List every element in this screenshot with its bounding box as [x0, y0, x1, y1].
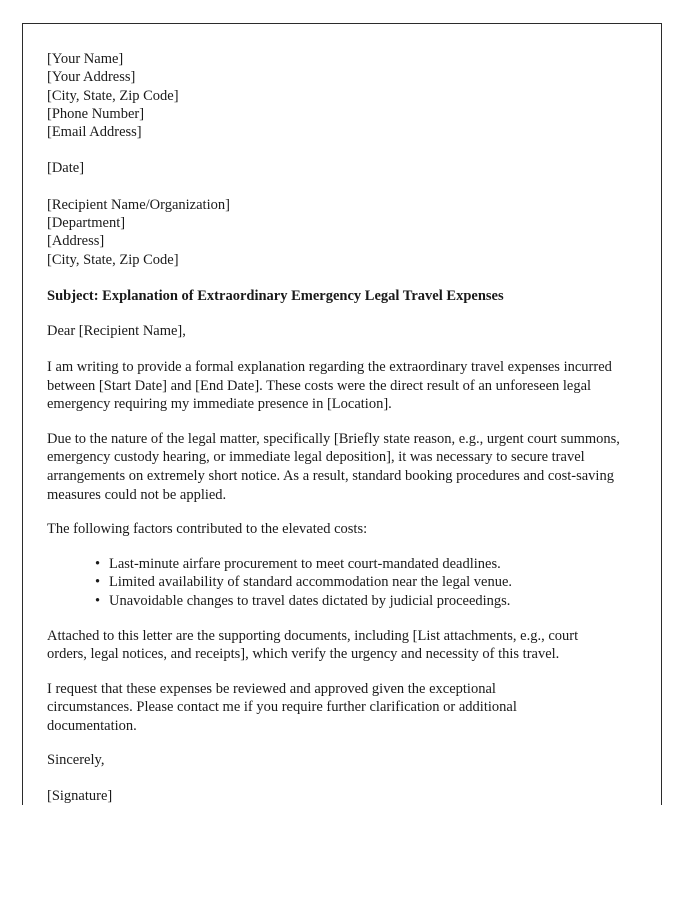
recipient-address-block	[47, 196, 627, 269]
recipient-name: [Recipient Name/Organization]	[47, 196, 230, 213]
recipient-city-state-zip: [City, State, Zip Code]	[47, 251, 179, 268]
letter-date: [Date]	[47, 160, 85, 177]
sender-email: [Email Address]	[47, 124, 142, 141]
salutation: Dear [Recipient Name],	[47, 323, 186, 340]
list-item: • Limited availability of standard accommodation near the legal venue.	[95, 573, 627, 592]
closing-line: Sincerely,	[47, 752, 105, 769]
body-paragraph-3: The following factors contributed to the elevated costs:	[47, 521, 368, 538]
sender-phone: [Phone Number]	[47, 105, 145, 122]
sender-street: [Your Address]	[47, 69, 136, 86]
subject-line: Subject: Explanation of Extraordinary Emergency Legal Travel Expenses	[47, 287, 504, 304]
recipient-street: [Address]	[47, 233, 105, 250]
list-item: • Last-minute airfare procurement to meet court-mandated deadlines.	[95, 555, 627, 574]
date-block	[47, 159, 627, 177]
sender-name: [Your Name]	[47, 51, 124, 67]
body-paragraph-5: I request that these expenses be reviewed and approved given the exceptional circumstances. Please contact me if you require further clarification or additional documentation.	[47, 680, 517, 734]
sender-city-state-zip: [City, State, Zip Code]	[47, 87, 179, 104]
body-paragraph-4: Attached to this letter are the supporting documents, including [List attachments, e.g., court orders, legal notices, and receipts], which verify the urgency and necessity of this travel.	[47, 627, 579, 663]
sender-address-block	[47, 50, 627, 141]
letter-body	[23, 24, 661, 805]
letter-page	[22, 23, 662, 805]
signature-line: [Signature]	[47, 787, 113, 804]
list-item: • Unavoidable changes to travel dates dictated by judicial proceedings.	[95, 592, 627, 611]
recipient-department: [Department]	[47, 215, 126, 232]
body-paragraph-2: Due to the nature of the legal matter, specifically [Briefly state reason, e.g., urgent court summons, emergency custody hearing, or immediate legal deposition], it was necessary to secure travel arrangements on extremely short notice. As a result, standard booking procedures and cost-saving measures could not be applied.	[47, 430, 620, 503]
factors-list	[47, 555, 627, 611]
body-paragraph-1: I am writing to provide a formal explanation regarding the extraordinary travel expenses incurred between [Start Date] and [End Date]. These costs were the direct result of an unforeseen legal emergency requiring my immediate presence in [Location].	[47, 358, 612, 413]
